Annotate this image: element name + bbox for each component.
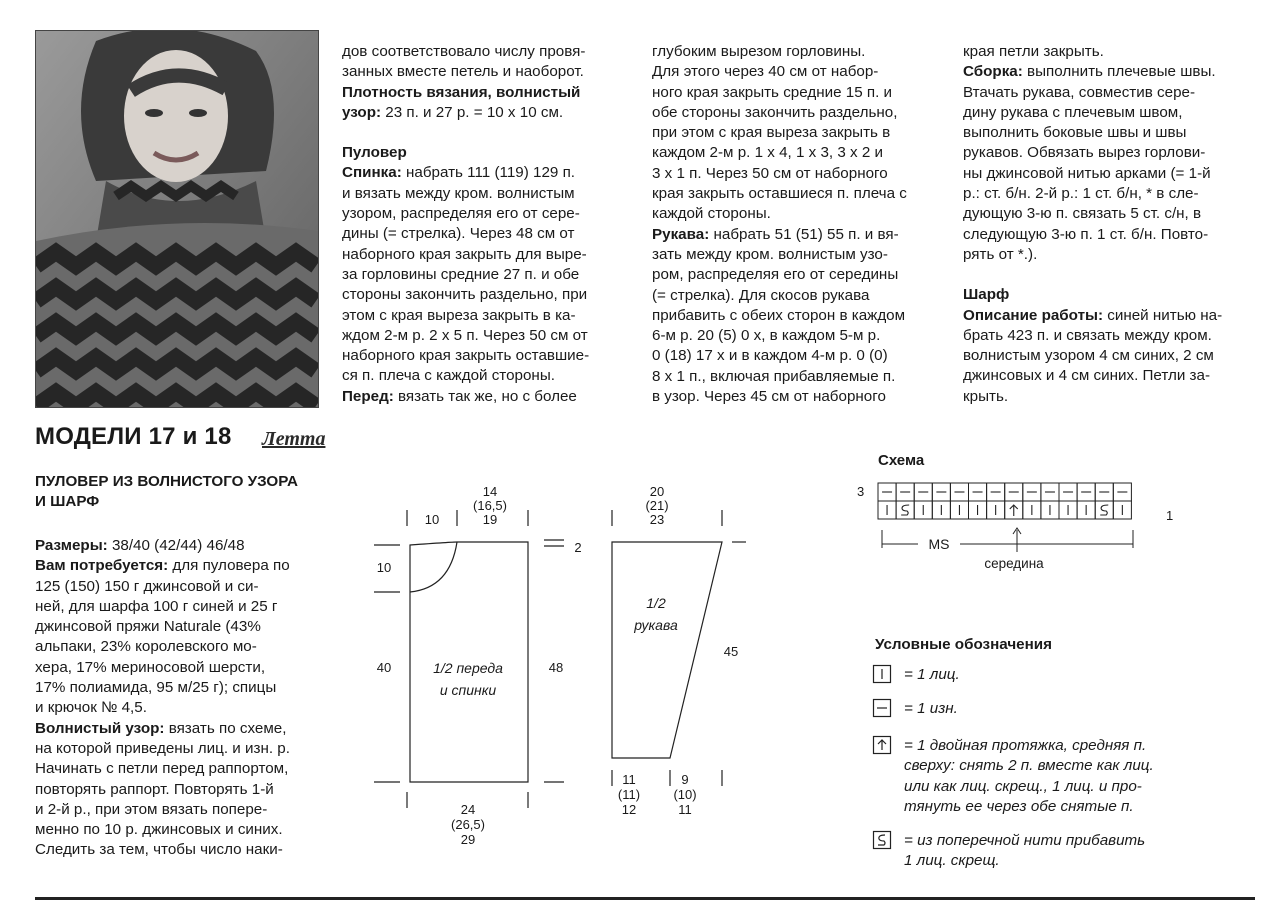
- increase-symbol: [901, 505, 909, 515]
- neckline-curve: [410, 542, 457, 592]
- text-line: Втачать рукава, совместив сере-: [963, 83, 1196, 101]
- dim-bottom-26: (26,5): [451, 817, 485, 832]
- text-line: 3 х 1 п. Через 50 см от наборного: [652, 164, 888, 182]
- body-schematic: [360, 480, 600, 850]
- text-line: Следить за тем, чтобы число наки-: [35, 841, 283, 859]
- text-line: ся п. плеча с каждой стороны.: [342, 367, 555, 385]
- legend-line: 1 лиц. скрещ.: [904, 852, 1000, 870]
- subtitle-line: И ШАРФ: [35, 493, 100, 510]
- sleeves-label: Рукава:: [652, 225, 710, 243]
- piece-label: 1/2 переда: [433, 660, 503, 676]
- text-line: (= стрелка). Для скосов рукава: [652, 286, 870, 304]
- text-line: зать между кром. волнистым узо-: [652, 245, 888, 263]
- legend-line: сверху: снять 2 п. вместе как лиц.: [904, 757, 1154, 775]
- materials-label: Вам потребуется:: [35, 557, 169, 575]
- scarf-title: Шарф: [963, 286, 1010, 304]
- knitting-chart: [850, 448, 1180, 578]
- text-line: ром, распределяя его от середины: [652, 266, 899, 284]
- text-line: джинсовой пряжи Naturale (43%: [35, 618, 261, 636]
- density-value: 23 п. и 27 р. = 10 х 10 см.: [381, 103, 564, 121]
- dim-top-14: 14: [482, 484, 498, 499]
- text-line: за горловины средние 27 п. и обе: [342, 265, 580, 283]
- model-photo: [35, 30, 319, 408]
- text-line: крыть.: [963, 387, 1009, 405]
- text-line: обе стороны закончить раздельно,: [652, 103, 898, 121]
- text-line: 6-м р. 20 (5) 0 х, в каждом 5-м р.: [652, 327, 881, 345]
- legend-purl: = 1 изн.: [904, 700, 958, 717]
- dim-bottom-29: 29: [460, 832, 476, 847]
- legend-line: или как лиц. скрещ., 1 лиц. и про-: [904, 777, 1142, 795]
- text-line: волнистым узором 4 см синих, 2 см: [963, 347, 1214, 365]
- text-line: прибавить с обеих сторон в каждом: [652, 306, 906, 324]
- increase-symbol: [1100, 505, 1108, 515]
- text-line: выполнить боковые швы и швы: [963, 124, 1187, 142]
- dim-height-48: 48: [548, 660, 564, 675]
- dim-neck-height: 10: [376, 560, 392, 575]
- text-line: этом с края выреза закрыть в ка-: [342, 306, 576, 324]
- text-line: следующую 3-ю п. 1 ст. б/н. Повто-: [963, 225, 1209, 243]
- text-line: занных вместе петель и наоборот.: [342, 63, 584, 81]
- dim-height-40: 40: [376, 660, 392, 675]
- text-line: выполнить плечевые швы.: [1022, 63, 1216, 81]
- text-line: набрать 111 (119) 129 п.: [401, 164, 576, 182]
- text-line: каждом 2-м р. 1 х 4, 1 х 3, 3 х 2 и: [652, 144, 883, 162]
- text-line: стороны закончить раздельно, при: [342, 286, 588, 304]
- chart-middle-label: середина: [984, 556, 1044, 571]
- model-photo-illustration: [36, 31, 318, 407]
- text-line: края закрыть оставшиеся п. плеча с: [652, 185, 907, 203]
- assembly-label: Сборка:: [963, 63, 1023, 81]
- dim-height-45: 45: [723, 644, 739, 659]
- text-line: менно по 10 р. джинсовых и синих.: [35, 821, 283, 839]
- sleeve-outline: [612, 542, 722, 758]
- legend-line: тянуть ее через обе снятые п.: [904, 797, 1134, 815]
- text-line: ного края закрыть средние 15 п. и: [652, 83, 893, 101]
- legend-line: = 1 двойная протяжка, средняя п.: [904, 737, 1147, 754]
- text-line: в узор. Через 45 см от наборного: [652, 388, 886, 406]
- piece-label: рукава: [634, 617, 678, 633]
- text-line: р.: ст. б/н. 2-й р.: 1 ст. б/н, * в сле-: [963, 185, 1199, 203]
- text-line: и крючок № 4,5.: [35, 699, 147, 717]
- text-line: узором, распределяя его от сере-: [342, 205, 580, 223]
- text-line: дины (= стрелка). Через 48 см от: [342, 225, 575, 243]
- text-column-3: [652, 42, 942, 407]
- density-label: Плотность вязания, волнистый: [342, 83, 581, 101]
- text-line: на которой приведены лиц. и изн. р.: [35, 739, 290, 757]
- knit-stitch-icon: [872, 664, 892, 684]
- dim-bottom-10: (10): [673, 787, 697, 802]
- sleeve-schematic: [596, 480, 756, 820]
- text-column-4: [963, 42, 1253, 407]
- piece-label: и спинки: [439, 682, 497, 698]
- text-line: рять от *.).: [963, 245, 1038, 263]
- dim-shoulder: 2: [574, 540, 582, 555]
- text-column-2: [342, 42, 632, 407]
- text-line: вязать так же, но с более: [393, 387, 577, 405]
- dim-bottom-24: 24: [460, 802, 476, 817]
- chart-cell: [896, 501, 914, 519]
- dim-top-19: 19: [482, 512, 498, 527]
- text-line: 17% полиамида, 95 м/25 г); спицы: [35, 679, 277, 697]
- text-line: наборного края закрыть оставшие-: [342, 347, 590, 365]
- chart-cell: [1095, 501, 1113, 519]
- text-line: 8 х 1 п., включая прибавляемые п.: [652, 367, 896, 385]
- text-line: края петли закрыть.: [963, 43, 1104, 60]
- chart-grid: [878, 483, 1131, 519]
- text-line: ны джинсовой нитью арками (= 1-й: [963, 164, 1211, 182]
- dim-neck-width: 10: [424, 512, 440, 527]
- text-line: 0 (18) 17 х и в каждом 4-м р. 0 (0): [652, 347, 888, 365]
- text-line: дов соответствовало числу провя-: [342, 43, 586, 60]
- double-decrease-icon: [872, 735, 892, 755]
- text-line: дующую 3-ю п. связать 5 ст. с/н, в: [963, 205, 1202, 223]
- text-line: Начинать с петли перед раппортом,: [35, 760, 289, 778]
- text-line: ждом 2-м р. 2 х 5 п. Через 50 см от: [342, 326, 588, 344]
- increase-stitch-icon: [872, 830, 892, 850]
- text-line: наборного края закрыть для выре-: [342, 245, 587, 263]
- dim-bottom-11c: 11: [678, 802, 692, 817]
- text-line: вязать по схеме,: [164, 719, 287, 737]
- text-line: при этом с края выреза закрыть в: [652, 124, 891, 142]
- dim-bottom-9: 9: [681, 772, 689, 787]
- text-line: хера, 17% мериносовой шерсти,: [35, 658, 266, 676]
- legend-double-decrease: [904, 736, 1264, 817]
- dim-top-21: (21): [645, 498, 669, 513]
- dim-bottom-11b: (11): [617, 787, 641, 802]
- chart-title: Схема: [878, 452, 925, 469]
- pullover-title: Пуловер: [342, 144, 407, 162]
- chart-ms-label: MS: [928, 536, 950, 552]
- legend-knit: = 1 лиц.: [904, 666, 960, 683]
- dim-bottom-12: 12: [621, 802, 637, 817]
- text-line: глубоким вырезом горловины.: [652, 43, 866, 60]
- subtitle-line: ПУЛОВЕР ИЗ ВОЛНИСТОГО УЗОРА: [35, 473, 298, 490]
- text-line: повторять раппорт. Повторять 1-й: [35, 780, 274, 798]
- text-line: для пуловера по: [168, 557, 290, 575]
- text-line: дину рукава с плечевым швом,: [963, 103, 1183, 121]
- text-line: джинсовых и 4 см синих. Петли за-: [963, 367, 1211, 385]
- sizes-label: Размеры:: [35, 537, 108, 554]
- text-line: альпаки, 23% королевского мо-: [35, 638, 257, 656]
- text-line: брать 423 п. и связать между кром.: [963, 326, 1212, 344]
- chart-row-1: 1: [1166, 508, 1174, 523]
- page-bottom-rule: [35, 897, 1255, 900]
- back-label: Спинка:: [342, 164, 402, 182]
- density-label: узор:: [342, 103, 382, 121]
- legend-line: = из поперечной нити прибавить: [904, 832, 1146, 849]
- legend-title: Условные обозначения: [875, 636, 1052, 653]
- piece-label: 1/2: [646, 595, 666, 611]
- section-subtitle: [35, 472, 325, 512]
- text-column-left: [35, 536, 325, 861]
- text-line: набрать 51 (51) 55 п. и вя-: [709, 225, 899, 243]
- text-line: каждой стороны.: [652, 205, 771, 223]
- text-line: синей нитью на-: [1103, 306, 1223, 324]
- front-label: Перед:: [342, 387, 394, 405]
- sizes-value: 38/40 (42/44) 46/48: [107, 537, 245, 554]
- text-line: Для этого через 40 см от набор-: [652, 63, 879, 81]
- scarf-label: Описание работы:: [963, 306, 1104, 324]
- text-line: ней, для шарфа 100 г синей и 25 г: [35, 597, 278, 615]
- dim-top-23: 23: [649, 512, 665, 527]
- purl-stitch-icon: [872, 698, 892, 718]
- brand-signature: Летта: [262, 428, 326, 450]
- text-line: рукавов. Обвязать вырез горлови-: [963, 144, 1206, 162]
- text-line: и вязать между кром. волнистым: [342, 184, 575, 202]
- dim-top-20: 20: [649, 484, 665, 499]
- text-line: 125 (150) 150 г джинсовой и си-: [35, 577, 259, 595]
- dim-bottom-11: 11: [622, 772, 636, 787]
- chart-row-3: 3: [857, 484, 865, 499]
- legend-increase: [904, 831, 1264, 872]
- pattern-label: Волнистый узор:: [35, 719, 165, 737]
- dim-top-16: (16,5): [473, 498, 507, 513]
- text-line: и 2-й р., при этом вязать попере-: [35, 800, 268, 818]
- page-title: МОДЕЛИ 17 и 18: [35, 423, 232, 450]
